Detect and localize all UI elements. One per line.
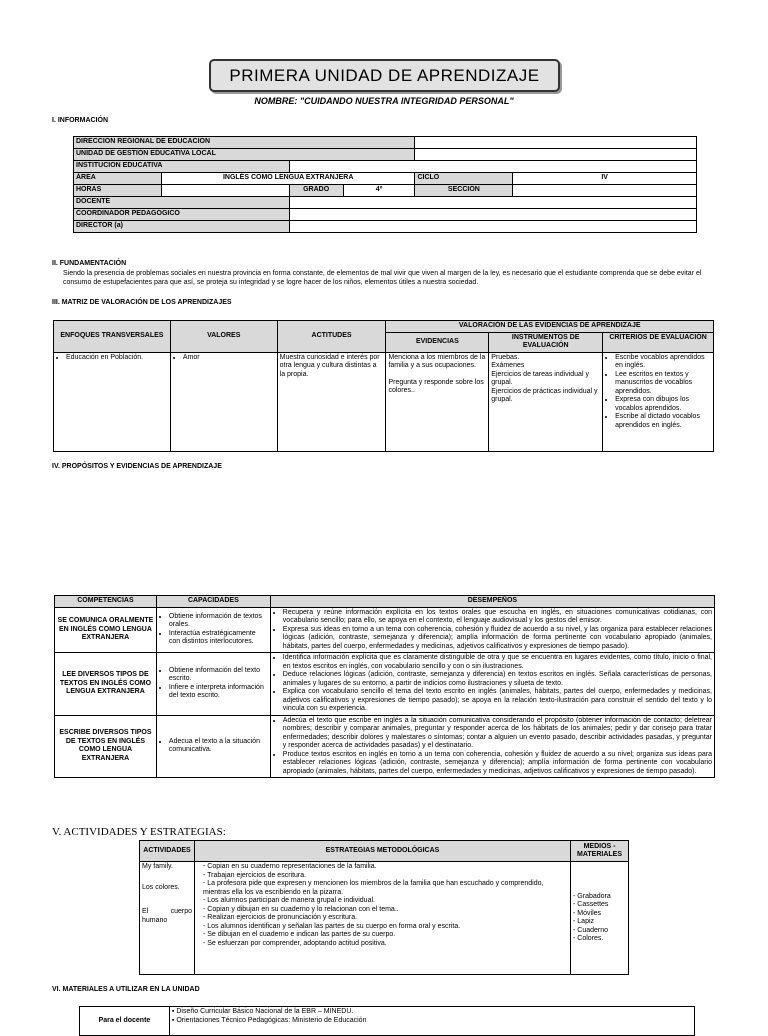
instrumento-item: Ejercicios de tareas individual y grupal. (491, 370, 589, 386)
capacidad-item: • Obtiene información de textos orales. (169, 613, 268, 630)
grado-label: GRADO (289, 185, 343, 197)
instrumento-item: Exámenes (491, 362, 525, 369)
area-label: ÁREA (74, 173, 162, 185)
h-estrategias: ESTRATEGIAS METODOLÓGICAS (194, 841, 570, 862)
dre-label: DIRECCION REGIONAL DE EDUCACION (74, 137, 415, 149)
seccion-label: SECCIÓN (415, 185, 513, 197)
enfoque-cell (54, 352, 171, 451)
estrategia-item: - Los alumnos identifican y señalan las partes de su cuerpo en forma oral y escrita. (202, 922, 461, 930)
actividades-table (139, 840, 629, 975)
criterio-item: • Escribe al dictado vocablos aprendidos en inglés. (615, 413, 711, 430)
desempeno-item: • Identifica información explícita que es claramente distinguible de otra y que se encuentra en lugares evidentes, como título, inicio o final, en textos escritos en inglés, con vocabulario sencillo y con o sin ilustraciones. (283, 654, 712, 671)
medio-item: - Cassettes (573, 901, 609, 908)
desempeno-item: • Explica con vocabulario sencillo el tema del texto escrito en inglés (animales, hábitats, partes del cuerpo, enfermedades y medicinas, adjetivos calificativos y expresiones de tiempo pasado); se apoya en la relación texto-ilustración para construir el sentido del texto y lo vincula con su experiencia. (283, 688, 712, 714)
h-desempenos: DESEMPEÑOS (270, 596, 714, 608)
h-capacidades: CAPACIDADES (156, 596, 270, 608)
h-instrumentos: INSTRUMENTOS DE EVALUACIÓN (489, 332, 603, 352)
actitud-cell: Muestra curiosidad e interés por otra lengua y cultura distintas a la propia. (277, 352, 386, 451)
materiales-docente-label: Para el docente (80, 1007, 170, 1036)
h-valores: VALORES (170, 321, 277, 353)
criterios-cell (603, 352, 714, 451)
materiales-docente-items (169, 1007, 694, 1036)
ugel-label: UNIDAD DE GESTIÓN EDUCATIVA LOCAL (74, 149, 415, 161)
desempeno-item: • Adecúa el texto que escribe en inglés a la situación comunicativa considerando el propósito (obtener información de contacto; deletrear nombres; describir y comparar animales, preguntar y responder acerca de los hábitats de los animales; pedir y dar consejo para tratar enfermedades; describir dolores y malestares o síntomas; contar a alguien un evento pasado, describir actividades pasadas, y preguntar y responder acerca de actividades pasadas) y el destinatario. (283, 717, 712, 751)
instrumento-item: Pruebas. (491, 353, 520, 361)
horas-label: HORAS (74, 185, 162, 197)
section-heading-materiales: VI. MATERIALES A UTILIZAR EN LA UNIDAD (52, 986, 200, 993)
actividades-cell (140, 862, 195, 975)
h-valoracion: VALORACIÓN DE LAS EVIDENCIAS DE APRENDIZAJE (386, 321, 714, 333)
estrategia-item: - Copian en su cuaderno representaciones de la familia. (202, 863, 377, 870)
material-item-text: Diseño Curricular Básico Nacional de la EBR – MINEDU. (176, 1008, 354, 1015)
desempeno-item: • Produce textos escritos en inglés en torno a un tema con coherencia, cohesión y fluidez de acuerdo a su nivel; organiza sus ideas para establecer relaciones lógicas (adición, contraste, semejanza y diferencia); amplía información de forma pertinente con vocabulario apropiado (animales, hábitats, partes del cuerpo, enfermedades y medicinas, adjetivos calificativos y expresiones de tiempo pasado). (283, 751, 712, 777)
ugel-value (415, 149, 697, 161)
director-value (289, 221, 696, 233)
medio-item: - Cuaderno (573, 926, 609, 934)
medio-item: - Colores. (573, 935, 604, 942)
section-heading-actividades: V. ACTIVIDADES Y ESTRATEGIAS: (52, 826, 226, 838)
valor-cell (170, 352, 277, 451)
page-title (209, 59, 560, 92)
institucion-value (289, 161, 696, 173)
section-heading-fundamentacion: II. FUNDAMENTACIÓN (52, 260, 127, 267)
h-actividades: ACTIVIDADES (140, 841, 195, 862)
material-item: ▪ Diseño Curricular Básico Nacional de la EBR – MINEDU. (171, 1008, 354, 1015)
evidencias-cell (386, 352, 489, 451)
matriz-table (53, 320, 714, 452)
capacidad-item: • Obtiene información del texto escrito. (169, 667, 268, 684)
propositos-table (54, 595, 715, 778)
criterio-item: • Lee escritos en textos y manuscritos de vocablos aprendidos. (615, 371, 711, 397)
ciclo-value: IV (513, 173, 697, 185)
valor-item: • Amor (183, 354, 275, 363)
competencia-lee: LEE DIVERSOS TIPOS DE TEXTOS EN INGLÉS COMO LENGUA EXTRANJERA (55, 653, 157, 716)
dre-value (415, 137, 697, 149)
competencia-escribe: ESCRIBE DIVERSOS TIPOS DE TEXTOS EN INGLÉS COMO LENGUA EXTRANJERA (55, 715, 157, 778)
horas-value (161, 185, 289, 197)
h-criterios: CRITERIOS DE EVALUACIÓN (603, 332, 714, 352)
section-heading-matriz: III. MATRIZ DE VALORACIÓN DE LOS APRENDIZAJES (52, 299, 232, 306)
medio-item: - Móviles (573, 909, 602, 917)
estrategia-item: - La profesora pide que expresen y mencionen los miembros de la familia que han escuchado y comprendido, mientras ella los va escribiendo en la pizarra. (202, 880, 544, 896)
material-item: ▪ Orientaciones Técnico Pedagógicas: Ministerio de Educación (171, 1016, 367, 1024)
ciclo-label: CICLO (415, 173, 513, 185)
medio-item: - Lapiz (573, 918, 595, 925)
estrategia-item: - Trabajan ejercicios de escritura. (202, 871, 307, 879)
coordinador-value (289, 209, 696, 221)
section-heading-info: I. INFORMACIÓN (52, 117, 108, 124)
page-title-text: PRIMERA UNIDAD DE APRENDIZAJE (229, 65, 540, 85)
area-value: INGLÉS COMO LENGUA EXTRANJERA (161, 173, 415, 185)
materiales-table (79, 1006, 695, 1036)
fundamentacion-text: Siendo la presencia de problemas sociales en nuestra provincia en forma constante, de elementos de mal vivir que viven al margen de la ley, es necesario que el estudiante comprenda que se debe evitar el consumo de estupefacientes para que así, se proteja su integridad y se logre hacer de los niños, elementos útiles a nuestra sociedad. (63, 270, 702, 286)
capacidades-oral (156, 607, 270, 653)
capacidades-lee (156, 653, 270, 716)
estrategias-cell (194, 862, 570, 975)
evidencia-2: Pregunta y responde sobre los colores.. (388, 378, 484, 394)
estrategia-item: - Se dibujan en el cuaderno e indican las partes de su cuerpo. (202, 931, 396, 938)
docente-value (289, 197, 696, 209)
criterio-item: • Escribe vocablos aprendidos en inglés. (615, 354, 711, 371)
capacidades-escribe (156, 715, 270, 778)
h-medios: MEDIOS - MATERIALES (571, 841, 629, 862)
estrategia-item: - Copian y dibujan en su cuaderno y lo relacionan con el tema.. (202, 905, 399, 913)
criterio-item: • Expresa con dibujos los vocablos aprendidos. (615, 396, 711, 413)
estrategia-item: - Los alumnos participan de manera grupal e individual. (202, 897, 375, 904)
medios-cell (571, 862, 629, 975)
h-evidencias: EVIDENCIAS (386, 332, 489, 352)
desempeno-item: • Deduce relaciones lógicas (adición, contraste, semejanza y diferencia) en textos escritos en inglés. Señala características de personas, animales y lugares de su entorno, a partir de indicios como ilustraciones y silueta de texto. (283, 671, 712, 688)
actividad-item: Los colores. (142, 883, 180, 891)
grado-value: 4º (343, 185, 415, 197)
h-enfoques: ENFOQUES TRANSVERSALES (54, 321, 171, 353)
instrumentos-cell (489, 352, 603, 451)
enfoque-item: • Educación en Población. (66, 354, 168, 363)
instrumento-item: Ejercicios de prácticas individual y grupal. (491, 387, 598, 403)
h-competencias: COMPETENCIAS (55, 596, 157, 608)
coordinador-label: COORDINADOR PEDAGOGICO (74, 209, 290, 221)
unit-name: NOMBRE: "CUIDANDO NUESTRA INTEGRIDAD PERSONAL" (254, 96, 514, 106)
actividad-item: El cuerpo humano (142, 908, 192, 924)
desempenos-escribe (270, 715, 714, 778)
institucion-label: INSTITUCION EDUCATIVA (74, 161, 290, 173)
docente-label: DOCENTE (74, 197, 290, 209)
competencia-oral: SE COMUNICA ORALMENTE EN INGLÉS COMO LENGUA EXTRANJERA (55, 607, 157, 653)
info-table (73, 136, 697, 233)
desempeno-item: • Recupera y reúne información explícita en los textos orales que escucha en inglés, en situaciones comunicativas cotidianas, con vocabulario sencillo; para ello, se apoya en el contexto, el lenguaje audiovisual y los gestos del emisor. (283, 609, 712, 626)
medio-item: - Grabadora (573, 892, 611, 900)
desempenos-lee (270, 653, 714, 716)
section-heading-propositos: IV. PROPÓSITOS Y EVIDENCIAS DE APRENDIZAJE (52, 463, 222, 470)
desempenos-oral (270, 607, 714, 653)
actividad-item: My family. (142, 863, 173, 870)
material-item-text: Orientaciones Técnico Pedagógicas: Ministerio de Educación (176, 1016, 367, 1024)
capacidad-item: • Infiere e interpreta información del texto escrito. (169, 684, 268, 701)
estrategia-item: - Se esfuerzan por comprender, adoptando actitud positiva. (202, 939, 387, 947)
evidencia-1: Menciona a los miembros de la familia y a sus ocupaciones. (388, 353, 486, 369)
capacidad-item: • Interactúa estratégicamente con distintos interlocutores. (169, 630, 268, 647)
seccion-value (513, 185, 697, 197)
h-actitudes: ACTITUDES (277, 321, 386, 353)
estrategia-item: - Realizan ejercicios de pronunciación y escritura. (202, 914, 358, 921)
desempeno-item: • Expresa sus ideas en torno a un tema con coherencia, cohesión y fluidez de acuerdo a su nivel, y las organiza para establecer relaciones lógicas (adición, contraste, semejanza y diferencia); amplía información de forma pertinente con vocabulario apropiado (animales, hábitats, partes del cuerpo, enfermedades y medicinas, adjetivos calificativos y expresiones de tiempo pasado). (283, 626, 712, 652)
director-label: DIRECTOR (a) (74, 221, 290, 233)
capacidad-item: • Adecua el texto a la situación comunicativa. (169, 738, 268, 755)
